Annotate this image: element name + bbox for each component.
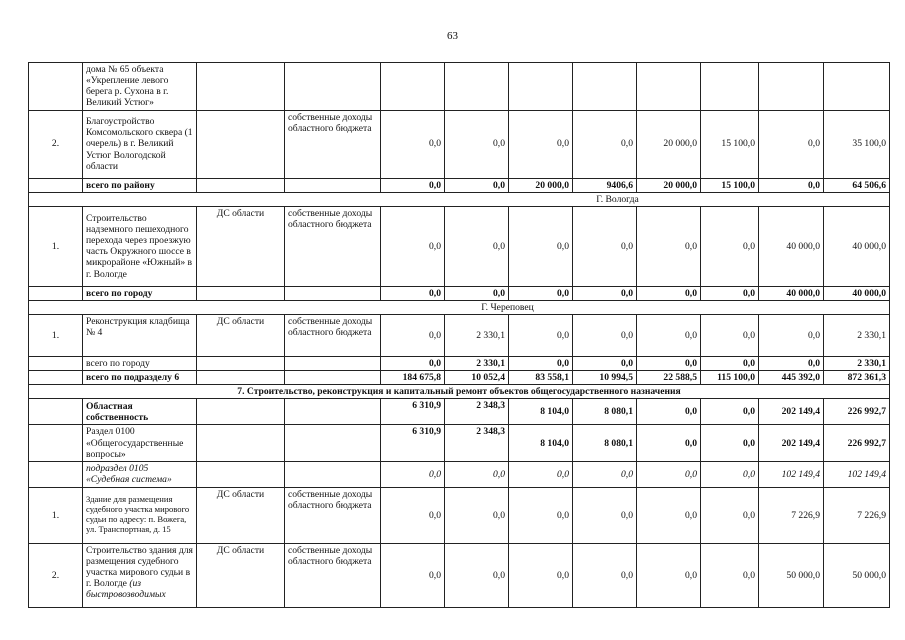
table-row [29, 357, 890, 371]
funding-source: собственные доходы областного бюджета [285, 110, 381, 178]
value-cell: 40 000,0 [824, 286, 890, 300]
object-name [83, 543, 197, 607]
value-cell: 40 000,0 [759, 286, 824, 300]
value-cell: 35 100,0 [824, 110, 890, 178]
subtotal-label: всего по городу [83, 286, 197, 300]
funding-source: собственные доходы областного бюджета [285, 206, 381, 286]
value-cell: 202 149,4 [759, 399, 824, 425]
value-cell: 40 000,0 [759, 206, 824, 286]
value-cell: 0,0 [573, 110, 637, 178]
section-title: Г. Вологда [29, 192, 890, 206]
value-cell: 115 100,0 [701, 371, 759, 385]
value-cell: 2 348,3 [445, 425, 509, 461]
value-cell: 0,0 [637, 425, 701, 461]
value-cell: 0,0 [445, 178, 509, 192]
value-cell: 102 149,4 [759, 461, 824, 487]
subtotal-label: всего по подразделу 6 [83, 371, 197, 385]
value-cell: 445 392,0 [759, 371, 824, 385]
table-row [29, 192, 890, 206]
value-cell: 184 675,8 [381, 371, 445, 385]
funding-source: собственные доходы областного бюджета [285, 487, 381, 543]
value-cell: 202 149,4 [759, 425, 824, 461]
value-cell: 0,0 [573, 315, 637, 357]
table-row [29, 399, 890, 425]
row-number: 2. [29, 543, 83, 607]
value-cell: 0,0 [701, 487, 759, 543]
value-cell: 0,0 [509, 461, 573, 487]
value-cell: 0,0 [381, 178, 445, 192]
subtotal-label: всего по городу [83, 357, 197, 371]
value-cell: 15 100,0 [701, 178, 759, 192]
value-cell: 0,0 [381, 543, 445, 607]
row-number: 1. [29, 315, 83, 357]
table-row [29, 487, 890, 543]
value-cell: 0,0 [509, 206, 573, 286]
value-cell: 8 104,0 [509, 425, 573, 461]
value-cell: 83 558,1 [509, 371, 573, 385]
group-label: подраздел 0105 «Судебная система» [83, 461, 197, 487]
budget-table [28, 62, 890, 608]
table-row [29, 315, 890, 357]
group-label: Раздел 0100 «Общегосударственные вопросы» [83, 425, 197, 461]
value-cell: 0,0 [637, 461, 701, 487]
value-cell: 0,0 [445, 487, 509, 543]
table-row [29, 461, 890, 487]
funding-source: собственные доходы областного бюджета [285, 315, 381, 357]
value-cell: 8 080,1 [573, 399, 637, 425]
value-cell: 102 149,4 [824, 461, 890, 487]
value-cell: 50 000,0 [759, 543, 824, 607]
value-cell: 6 310,9 [381, 425, 445, 461]
value-cell: 0,0 [381, 315, 445, 357]
value-cell: 0,0 [701, 357, 759, 371]
table-row [29, 206, 890, 286]
value-cell: 0,0 [701, 206, 759, 286]
table-row [29, 63, 890, 111]
value-cell: 8 104,0 [509, 399, 573, 425]
value-cell: 0,0 [509, 286, 573, 300]
value-cell: 0,0 [701, 461, 759, 487]
table-row [29, 178, 890, 192]
value-cell: 0,0 [381, 487, 445, 543]
object-name: Строительство надземного пешеходного перехода через проезжую часть Окружного шоссе в микрорайоне «Южный» в г. Вологде [83, 206, 197, 286]
table-row [29, 425, 890, 461]
value-cell: 50 000,0 [824, 543, 890, 607]
value-cell: 0,0 [701, 543, 759, 607]
funding-source: собственные доходы областного бюджета [285, 543, 381, 607]
customer: ДС области [197, 543, 285, 607]
value-cell: 0,0 [637, 315, 701, 357]
value-cell: 0,0 [701, 286, 759, 300]
object-name-text: Строительство здания для размещения судебного участка мирового судьи в г. Вологде [86, 544, 193, 590]
table-row [29, 286, 890, 300]
table-row [29, 543, 890, 607]
group-label: Областная собственность [83, 399, 197, 425]
table-row [29, 385, 890, 399]
value-cell: 22 588,5 [637, 371, 701, 385]
value-cell: 0,0 [759, 178, 824, 192]
value-cell: 2 330,1 [445, 357, 509, 371]
table-row [29, 300, 890, 314]
value-cell: 2 348,3 [445, 399, 509, 425]
value-cell: 9406,6 [573, 178, 637, 192]
value-cell: 0,0 [381, 206, 445, 286]
value-cell: 0,0 [381, 110, 445, 178]
value-cell: 64 506,6 [824, 178, 890, 192]
value-cell: 0,0 [509, 487, 573, 543]
table-row [29, 110, 890, 178]
value-cell: 2 330,1 [824, 315, 890, 357]
value-cell: 20 000,0 [637, 110, 701, 178]
value-cell: 20 000,0 [637, 178, 701, 192]
value-cell: 2 330,1 [445, 315, 509, 357]
value-cell: 0,0 [759, 110, 824, 178]
value-cell: 0,0 [509, 315, 573, 357]
value-cell: 7 226,9 [759, 487, 824, 543]
value-cell: 0,0 [445, 286, 509, 300]
value-cell: 0,0 [637, 487, 701, 543]
value-cell: 20 000,0 [509, 178, 573, 192]
value-cell: 0,0 [381, 286, 445, 300]
row-number: 2. [29, 110, 83, 178]
value-cell: 7 226,9 [824, 487, 890, 543]
value-cell: 0,0 [573, 357, 637, 371]
value-cell: 226 992,7 [824, 399, 890, 425]
section-title: Г. Череповец [29, 300, 890, 314]
value-cell: 0,0 [573, 206, 637, 286]
value-cell: 0,0 [445, 461, 509, 487]
value-cell: 0,0 [701, 399, 759, 425]
value-cell: 0,0 [573, 487, 637, 543]
object-name: Здание для размещения судебного участка мирового судьи по адресу: п. Вожега, ул. Транспортная, д. 15 [83, 487, 197, 543]
customer: ДС области [197, 315, 285, 357]
value-cell: 0,0 [701, 315, 759, 357]
value-cell: 0,0 [509, 543, 573, 607]
value-cell: 10 994,5 [573, 371, 637, 385]
value-cell: 0,0 [637, 543, 701, 607]
value-cell: 0,0 [445, 206, 509, 286]
customer: ДС области [197, 206, 285, 286]
value-cell: 0,0 [445, 110, 509, 178]
value-cell: 0,0 [759, 315, 824, 357]
value-cell: 10 052,4 [445, 371, 509, 385]
value-cell: 6 310,9 [381, 399, 445, 425]
value-cell: 0,0 [637, 206, 701, 286]
row-number: 1. [29, 487, 83, 543]
value-cell: 0,0 [637, 286, 701, 300]
object-name: Благоустройство Комсомольского сквера (1 очерель) в г. Великий Устюг Вологодской области [83, 110, 197, 178]
value-cell: 0,0 [509, 357, 573, 371]
value-cell: 0,0 [637, 399, 701, 425]
value-cell: 0,0 [509, 110, 573, 178]
value-cell: 0,0 [381, 357, 445, 371]
section-title: 7. Строительство, реконструкция и капитальный ремонт объектов общегосударственного назначения [29, 385, 890, 399]
value-cell: 226 992,7 [824, 425, 890, 461]
object-name-note: (из быстровозводимых [86, 578, 166, 601]
table-row [29, 371, 890, 385]
value-cell: 0,0 [573, 543, 637, 607]
value-cell: 0,0 [759, 357, 824, 371]
value-cell: 0,0 [573, 286, 637, 300]
object-name: дома № 65 объекта «Укрепление левого берега р. Сухона в г. Великий Устюг» [83, 63, 197, 111]
value-cell: 0,0 [701, 425, 759, 461]
customer: ДС области [197, 487, 285, 543]
value-cell: 40 000,0 [824, 206, 890, 286]
value-cell: 0,0 [573, 461, 637, 487]
value-cell: 2 330,1 [824, 357, 890, 371]
page-number: 63 [447, 30, 458, 42]
value-cell: 0,0 [445, 543, 509, 607]
value-cell: 8 080,1 [573, 425, 637, 461]
value-cell: 0,0 [637, 357, 701, 371]
row-number: 1. [29, 206, 83, 286]
object-name: Реконструкция кладбища № 4 [83, 315, 197, 357]
value-cell: 872 361,3 [824, 371, 890, 385]
value-cell: 0,0 [381, 461, 445, 487]
value-cell: 15 100,0 [701, 110, 759, 178]
subtotal-label: всего по району [83, 178, 197, 192]
